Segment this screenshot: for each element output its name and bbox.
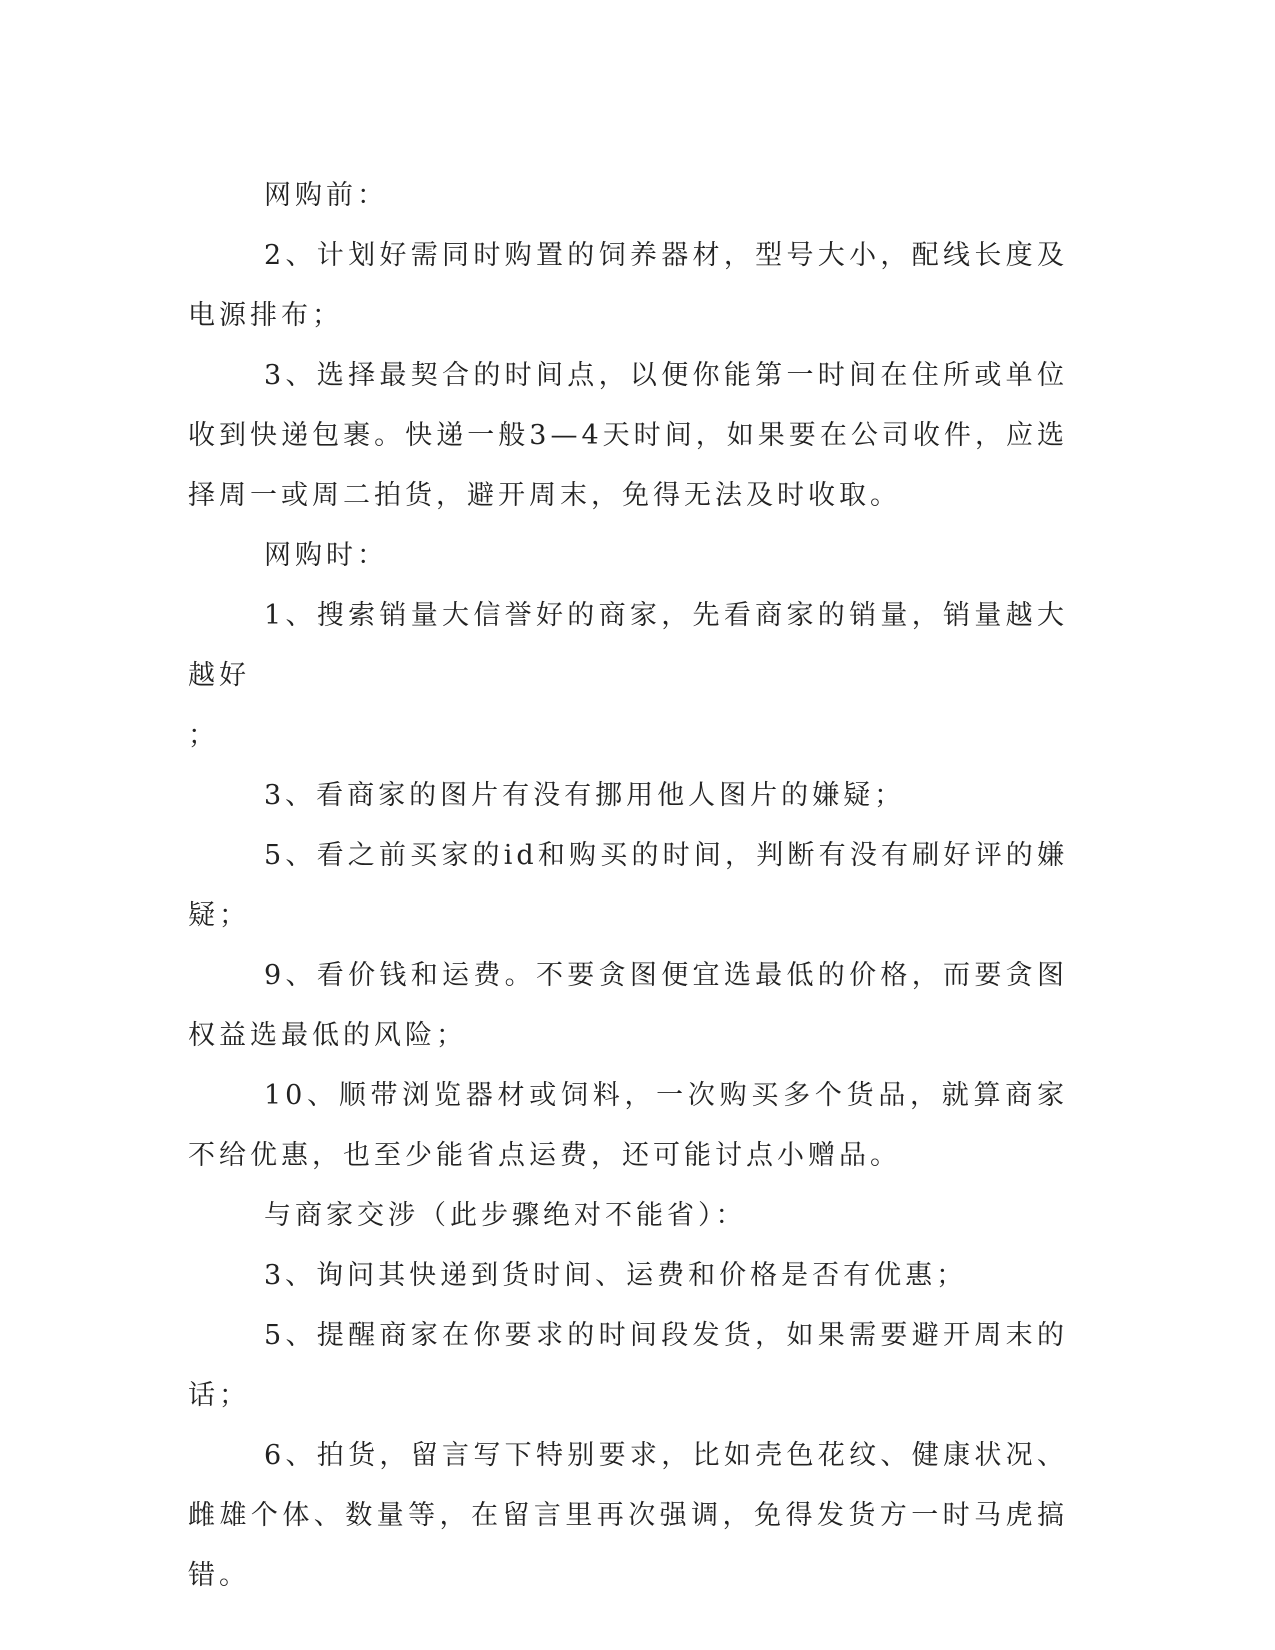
document-body <box>188 166 1068 1606</box>
paragraph-item: 5、提醒商家在你要求的时间段发货，如果需要避开周末的话； <box>188 1320 1068 1411</box>
paragraph-item: 5、看之前买家的id和购买的时间，判断有没有刷好评的嫌疑； <box>188 840 1068 931</box>
paragraph-item: 3、看商家的图片有没有挪用他人图片的嫌疑； <box>264 780 906 811</box>
paragraph-item: 6、拍货，留言写下特别要求，比如壳色花纹、健康状况、雌雄个体、数量等，在留言里再次强调，免得发货方一时马虎搞错。 <box>188 1440 1068 1591</box>
heading-during-purchase: 网购时： <box>264 540 388 571</box>
paragraph-item: 2、计划好需同时购置的饲养器材，型号大小，配线长度及电源排布； <box>188 240 1068 331</box>
paragraph-item: 10、顺带浏览器材或饲料，一次购买多个货品，就算商家不给优惠，也至少能省点运费，还可能讨点小赠品。 <box>188 1080 1068 1171</box>
paragraph-item: 3、选择最契合的时间点，以便你能第一时间在住所或单位收到快递包裹。快递一般3—4天时间，如果要在公司收件，应选择周一或周二拍货，避开周末，免得无法及时收取。 <box>188 360 1068 511</box>
paragraph-item: ； <box>188 720 219 751</box>
paragraph-item: 1、搜索销量大信誉好的商家，先看商家的销量，销量越大越好 <box>188 600 1068 691</box>
heading-negotiation: 与商家交涉（此步骤绝对不能省）： <box>264 1200 747 1231</box>
paragraph-item: 3、询问其快递到货时间、运费和价格是否有优惠； <box>264 1260 968 1291</box>
heading-before-purchase: 网购前： <box>264 180 388 211</box>
paragraph-item: 9、看价钱和运费。不要贪图便宜选最低的价格，而要贪图权益选最低的风险； <box>188 960 1068 1051</box>
